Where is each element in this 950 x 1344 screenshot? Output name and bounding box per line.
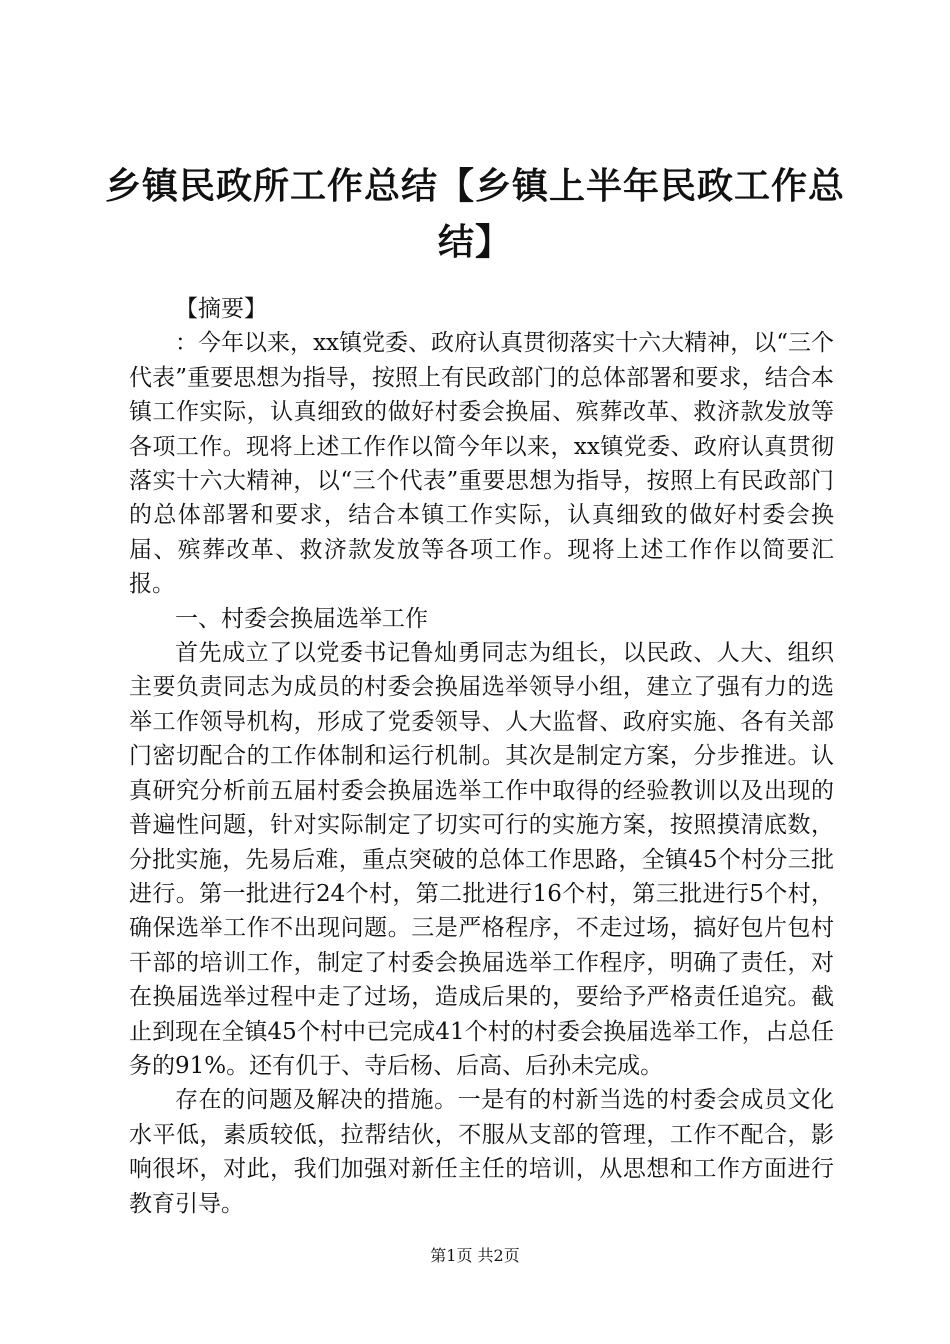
- page-footer: 第1页 共2页: [430, 1246, 520, 1265]
- body-paragraph: 首先成立了以党委书记鲁灿勇同志为组长，以民政、人大、组织主要负责同志为成员的村委会换届选举领导小组，建立了强有力的选举工作领导机构，形成了党委领导、人大监督、政府实施、各有关部门密切配合的工作体制和运行机制。其次是制定方案，分步推进。认真研究分析前五届村委会换届选举工作中取得的经验教训以及出现的普遍性问题，针对实际制定了切实可行的实施方案，按照摸清底数，分批实施，先易后难，重点突破的总体工作思路，全镇45个村分三批进行。第一批进行24个村，第二批进行16个村，第三批进行5个村，确保选举工作不出现问题。三是严格程序，不走过场，搞好包片包村干部的培训工作，制定了村委会换届选举工作程序，明确了责任，对在换届选举过程中走了过场，造成后果的，要给予严格责任追究。截止到现在全镇45个村中已完成41个村的村委会换届选举工作，占总任务的91%。还有仉于、寺后杨、后高、后孙未完成。: [129, 640, 834, 1079]
- abstract-paragraph: ：今年以来，xx镇党委、政府认真贯彻落实十六大精神，以“三个代表”重要思想为指导，按照上有民政部门的总体部署和要求，结合本镇工作实际，认真细致的做好村委会换届、殡葬改革、救济款发放等各项工作。现将上述工作作以简今年以来，xx镇党委、政府认真贯彻落实十六大精神，以“三个代表”重要思想为指导，按照上有民政部门的总体部署和要求，结合本镇工作实际，认真细致的做好村委会换届、殡葬改革、救济款发放等各项工作。现将上述工作作以简要汇报。: [129, 330, 834, 598]
- abstract-label: 【摘要】: [175, 296, 267, 322]
- section-heading: 一、村委会换届选举工作: [175, 605, 428, 632]
- document-body: [129, 292, 834, 1221]
- document-title: 乡镇民政所工作总结【乡镇上半年民政工作总结】: [104, 165, 845, 263]
- body-paragraph: 存在的问题及解决的措施。一是有的村新当选的村委会成员文化水平低，素质较低，拉帮结伙，不服从支部的管理，工作不配合，影响很坏，对此，我们加强对新任主任的培训，从思想和工作方面进行教育引导。: [129, 1087, 834, 1217]
